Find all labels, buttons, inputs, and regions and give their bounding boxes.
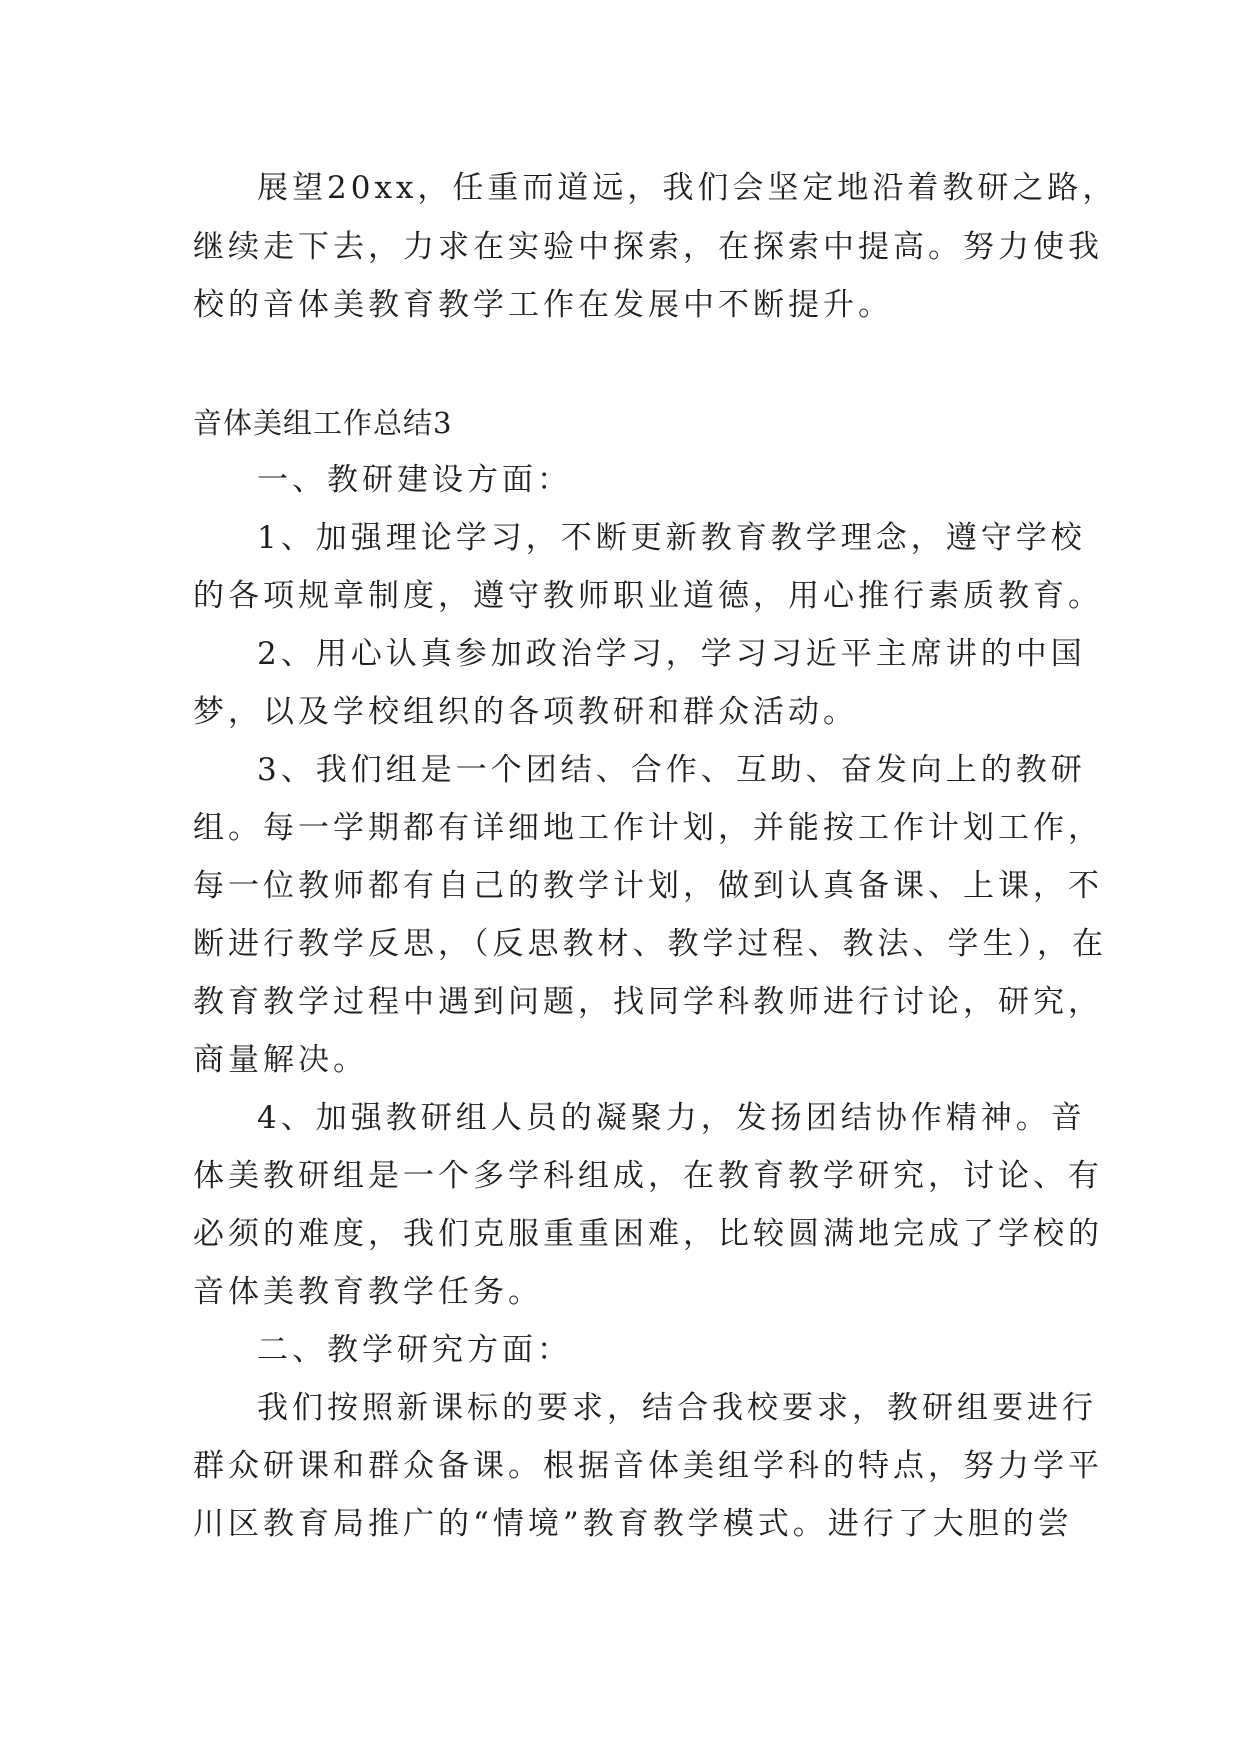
text-line: 1、加强理论学习，不断更新教育教学理念，遵守学校 bbox=[257, 520, 1086, 556]
text-line: 4、加强教研组人员的凝聚力，发扬团结协作精神。音 bbox=[257, 1100, 1086, 1136]
text-line: 2、用心认真参加政治学习，学习习近平主席讲的中国 bbox=[257, 636, 1086, 672]
text-line: 继续走下去，力求在实验中探索，在探索中提高。努力使我 bbox=[193, 229, 1103, 265]
text-line: 3、我们组是一个团结、合作、互助、奋发向上的教研 bbox=[257, 752, 1086, 788]
text-line: 川区教育局推广的“情境”教育教学模式。进行了大胆的尝 bbox=[193, 1506, 1073, 1542]
text-line: 音体美教育教学任务。 bbox=[193, 1274, 543, 1310]
text-line: 必须的难度，我们克服重重困难，比较圆满地完成了学校的 bbox=[193, 1216, 1103, 1252]
text-line: 体美教研组是一个多学科组成，在教育教学研究，讨论、有 bbox=[193, 1158, 1103, 1194]
text-line: 梦，以及学校组织的各项教研和群众活动。 bbox=[193, 694, 858, 730]
section-title: 音体美组工作总结3 bbox=[193, 406, 453, 440]
text-line: 的各项规章制度，遵守教师职业道德，用心推行素质教育。 bbox=[193, 578, 1103, 614]
text-line: 每一位教师都有自己的教学计划，做到认真备课、上课，不 bbox=[193, 868, 1103, 904]
text-line: 群众研课和群众备课。根据音体美组学科的特点，努力学平 bbox=[193, 1448, 1103, 1484]
subsection-heading: 一、教研建设方面： bbox=[257, 462, 572, 498]
text-line: 组。每一学期都有详细地工作计划，并能按工作计划工作， bbox=[193, 810, 1103, 846]
text-line: 商量解决。 bbox=[193, 1042, 368, 1078]
text-line: 我们按照新课标的要求，结合我校要求，教研组要进行 bbox=[257, 1390, 1097, 1426]
text-line: 展望20xx，任重而道远，我们会坚定地沿着教研之路， bbox=[257, 170, 1118, 206]
subsection-heading: 二、教学研究方面： bbox=[257, 1332, 572, 1368]
text-line: 校的音体美教育教学工作在发展中不断提升。 bbox=[193, 287, 893, 323]
text-line: 教育教学过程中遇到问题，找同学科教师进行讨论，研究， bbox=[193, 984, 1103, 1020]
text-line: 断进行教学反思，（反思教材、教学过程、教法、学生），在 bbox=[193, 926, 1107, 962]
